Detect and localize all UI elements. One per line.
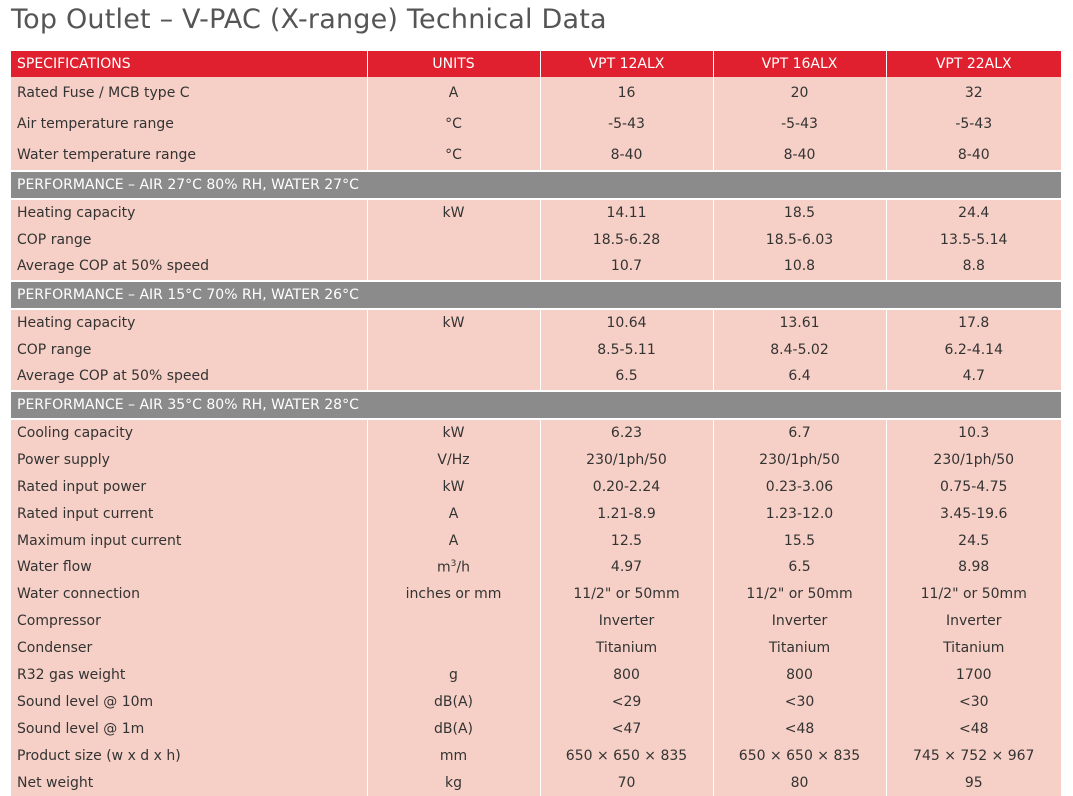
spec-label: Rated input power [11,473,367,500]
spec-unit [367,253,540,281]
spec-label: R32 gas weight [11,662,367,689]
value-vpt-16alx: 650 × 650 × 835 [713,742,886,769]
table-row [11,446,1061,473]
table-row [11,500,1061,527]
spec-unit [367,635,540,662]
spec-unit [367,363,540,391]
value-vpt-12alx: 0.20-2.24 [540,473,713,500]
header-specifications: SPECIFICATIONS [11,51,367,77]
value-vpt-22alx: 8.98 [886,554,1061,581]
value-vpt-22alx: 11/2" or 50mm [886,581,1061,608]
table-row [11,199,1061,227]
value-vpt-16alx: 80 [713,769,886,796]
value-vpt-16alx: Inverter [713,608,886,635]
value-vpt-12alx: 800 [540,662,713,689]
spec-unit: A [367,500,540,527]
value-vpt-16alx: 6.5 [713,554,886,581]
table-row [11,227,1061,254]
table-row [11,608,1061,635]
table-row [11,473,1061,500]
table-row [11,635,1061,662]
spec-unit: g [367,662,540,689]
value-vpt-16alx: 6.4 [713,363,886,391]
spec-label: Water temperature range [11,139,367,171]
value-vpt-16alx: 18.5 [713,199,886,227]
value-vpt-16alx: 1.23-12.0 [713,500,886,527]
header-model-vpt-22alx: VPT 22ALX [886,51,1061,77]
value-vpt-12alx: 14.11 [540,199,713,227]
value-vpt-16alx: 15.5 [713,527,886,554]
value-vpt-12alx: 10.7 [540,253,713,281]
value-vpt-22alx: 8.8 [886,253,1061,281]
value-vpt-22alx: 8-40 [886,139,1061,171]
header-model-vpt-12alx: VPT 12ALX [540,51,713,77]
spec-label: Heating capacity [11,309,367,337]
spec-unit: kW [367,199,540,227]
spec-unit: kW [367,473,540,500]
section-header-row [11,171,1061,199]
section-title: PERFORMANCE – AIR 27°C 80% RH, WATER 27°C [11,171,1061,199]
spec-label: Water flow [11,554,367,581]
spec-label: COP range [11,227,367,254]
value-vpt-22alx: 32 [886,77,1061,108]
section-header-row [11,281,1061,309]
spec-unit: A [367,77,540,108]
value-vpt-12alx: 4.97 [540,554,713,581]
spec-unit: °C [367,108,540,139]
value-vpt-16alx: 20 [713,77,886,108]
value-vpt-22alx: 17.8 [886,309,1061,337]
value-vpt-22alx: <48 [886,715,1061,742]
value-vpt-12alx: <29 [540,688,713,715]
spec-label: Compressor [11,608,367,635]
table-row [11,108,1061,139]
table-row [11,688,1061,715]
value-vpt-16alx: <30 [713,688,886,715]
section-title: PERFORMANCE – AIR 35°C 80% RH, WATER 28°C [11,391,1061,419]
value-vpt-16alx: 10.8 [713,253,886,281]
page-title: Top Outlet – V-PAC (X-range) Technical Data [11,4,607,35]
table-row [11,715,1061,742]
value-vpt-12alx: 8-40 [540,139,713,171]
header-units: UNITS [367,51,540,77]
value-vpt-16alx: 8.4-5.02 [713,336,886,363]
spec-label: Maximum input current [11,527,367,554]
spec-label: Rated input current [11,500,367,527]
spec-label: Air temperature range [11,108,367,139]
value-vpt-12alx: 650 × 650 × 835 [540,742,713,769]
table-row [11,363,1061,391]
spec-unit: mm [367,742,540,769]
spec-unit [367,227,540,254]
spec-label: Net weight [11,769,367,796]
table-row [11,769,1061,796]
spec-label: Product size (w x d x h) [11,742,367,769]
value-vpt-12alx: Inverter [540,608,713,635]
value-vpt-22alx: <30 [886,688,1061,715]
section-header-row [11,391,1061,419]
spec-unit: kg [367,769,540,796]
spec-unit: °C [367,139,540,171]
table-row [11,419,1061,447]
spec-unit [367,608,540,635]
spec-unit: dB(A) [367,688,540,715]
spec-unit: kW [367,419,540,447]
value-vpt-16alx: <48 [713,715,886,742]
value-vpt-22alx: 6.2-4.14 [886,336,1061,363]
table-row [11,77,1061,108]
value-vpt-22alx: 745 × 752 × 967 [886,742,1061,769]
spec-label: Heating capacity [11,199,367,227]
value-vpt-22alx: 4.7 [886,363,1061,391]
value-vpt-22alx: 1700 [886,662,1061,689]
value-vpt-22alx: 10.3 [886,419,1061,447]
spec-unit [367,336,540,363]
table-row [11,309,1061,337]
spec-unit: kW [367,309,540,337]
table-row [11,336,1061,363]
spec-label: Rated Fuse / MCB type C [11,77,367,108]
value-vpt-16alx: 8-40 [713,139,886,171]
spec-label: COP range [11,336,367,363]
spec-label: Water connection [11,581,367,608]
value-vpt-12alx: 230/1ph/50 [540,446,713,473]
spec-label: Average COP at 50% speed [11,363,367,391]
value-vpt-12alx: <47 [540,715,713,742]
value-vpt-22alx: 13.5-5.14 [886,227,1061,254]
section-title: PERFORMANCE – AIR 15°C 70% RH, WATER 26°C [11,281,1061,309]
value-vpt-16alx: 18.5-6.03 [713,227,886,254]
spec-unit: V/Hz [367,446,540,473]
value-vpt-12alx: 6.23 [540,419,713,447]
value-vpt-12alx: 10.64 [540,309,713,337]
value-vpt-22alx: 95 [886,769,1061,796]
spec-unit: $m^3/h$ [367,554,540,581]
table-row [11,662,1061,689]
table-row [11,139,1061,171]
value-vpt-12alx: 16 [540,77,713,108]
value-vpt-22alx: Inverter [886,608,1061,635]
spec-label: Average COP at 50% speed [11,253,367,281]
value-vpt-22alx: 3.45-19.6 [886,500,1061,527]
spec-label: Condenser [11,635,367,662]
value-vpt-12alx: 70 [540,769,713,796]
value-vpt-12alx: Titanium [540,635,713,662]
table-row [11,554,1061,581]
value-vpt-12alx: 18.5-6.28 [540,227,713,254]
table-row [11,253,1061,281]
value-vpt-16alx: 6.7 [713,419,886,447]
header-model-vpt-16alx: VPT 16ALX [713,51,886,77]
table-row [11,527,1061,554]
value-vpt-22alx: 0.75-4.75 [886,473,1061,500]
value-vpt-12alx: 1.21-8.9 [540,500,713,527]
value-vpt-16alx: -5-43 [713,108,886,139]
spec-unit: inches or mm [367,581,540,608]
table-row [11,742,1061,769]
value-vpt-12alx: 12.5 [540,527,713,554]
value-vpt-12alx: 11/2" or 50mm [540,581,713,608]
technical-data-table [11,51,1061,796]
table-row [11,581,1061,608]
value-vpt-16alx: 11/2" or 50mm [713,581,886,608]
value-vpt-22alx: -5-43 [886,108,1061,139]
table-header-row [11,51,1061,77]
value-vpt-22alx: 24.5 [886,527,1061,554]
value-vpt-16alx: 0.23-3.06 [713,473,886,500]
spec-label: Sound level @ 10m [11,688,367,715]
value-vpt-12alx: 6.5 [540,363,713,391]
value-vpt-22alx: 24.4 [886,199,1061,227]
value-vpt-22alx: 230/1ph/50 [886,446,1061,473]
spec-unit: dB(A) [367,715,540,742]
spec-label: Sound level @ 1m [11,715,367,742]
value-vpt-12alx: -5-43 [540,108,713,139]
value-vpt-16alx: 13.61 [713,309,886,337]
value-vpt-22alx: Titanium [886,635,1061,662]
spec-unit: A [367,527,540,554]
value-vpt-16alx: Titanium [713,635,886,662]
spec-label: Power supply [11,446,367,473]
spec-label: Cooling capacity [11,419,367,447]
value-vpt-16alx: 230/1ph/50 [713,446,886,473]
value-vpt-12alx: 8.5-5.11 [540,336,713,363]
value-vpt-16alx: 800 [713,662,886,689]
